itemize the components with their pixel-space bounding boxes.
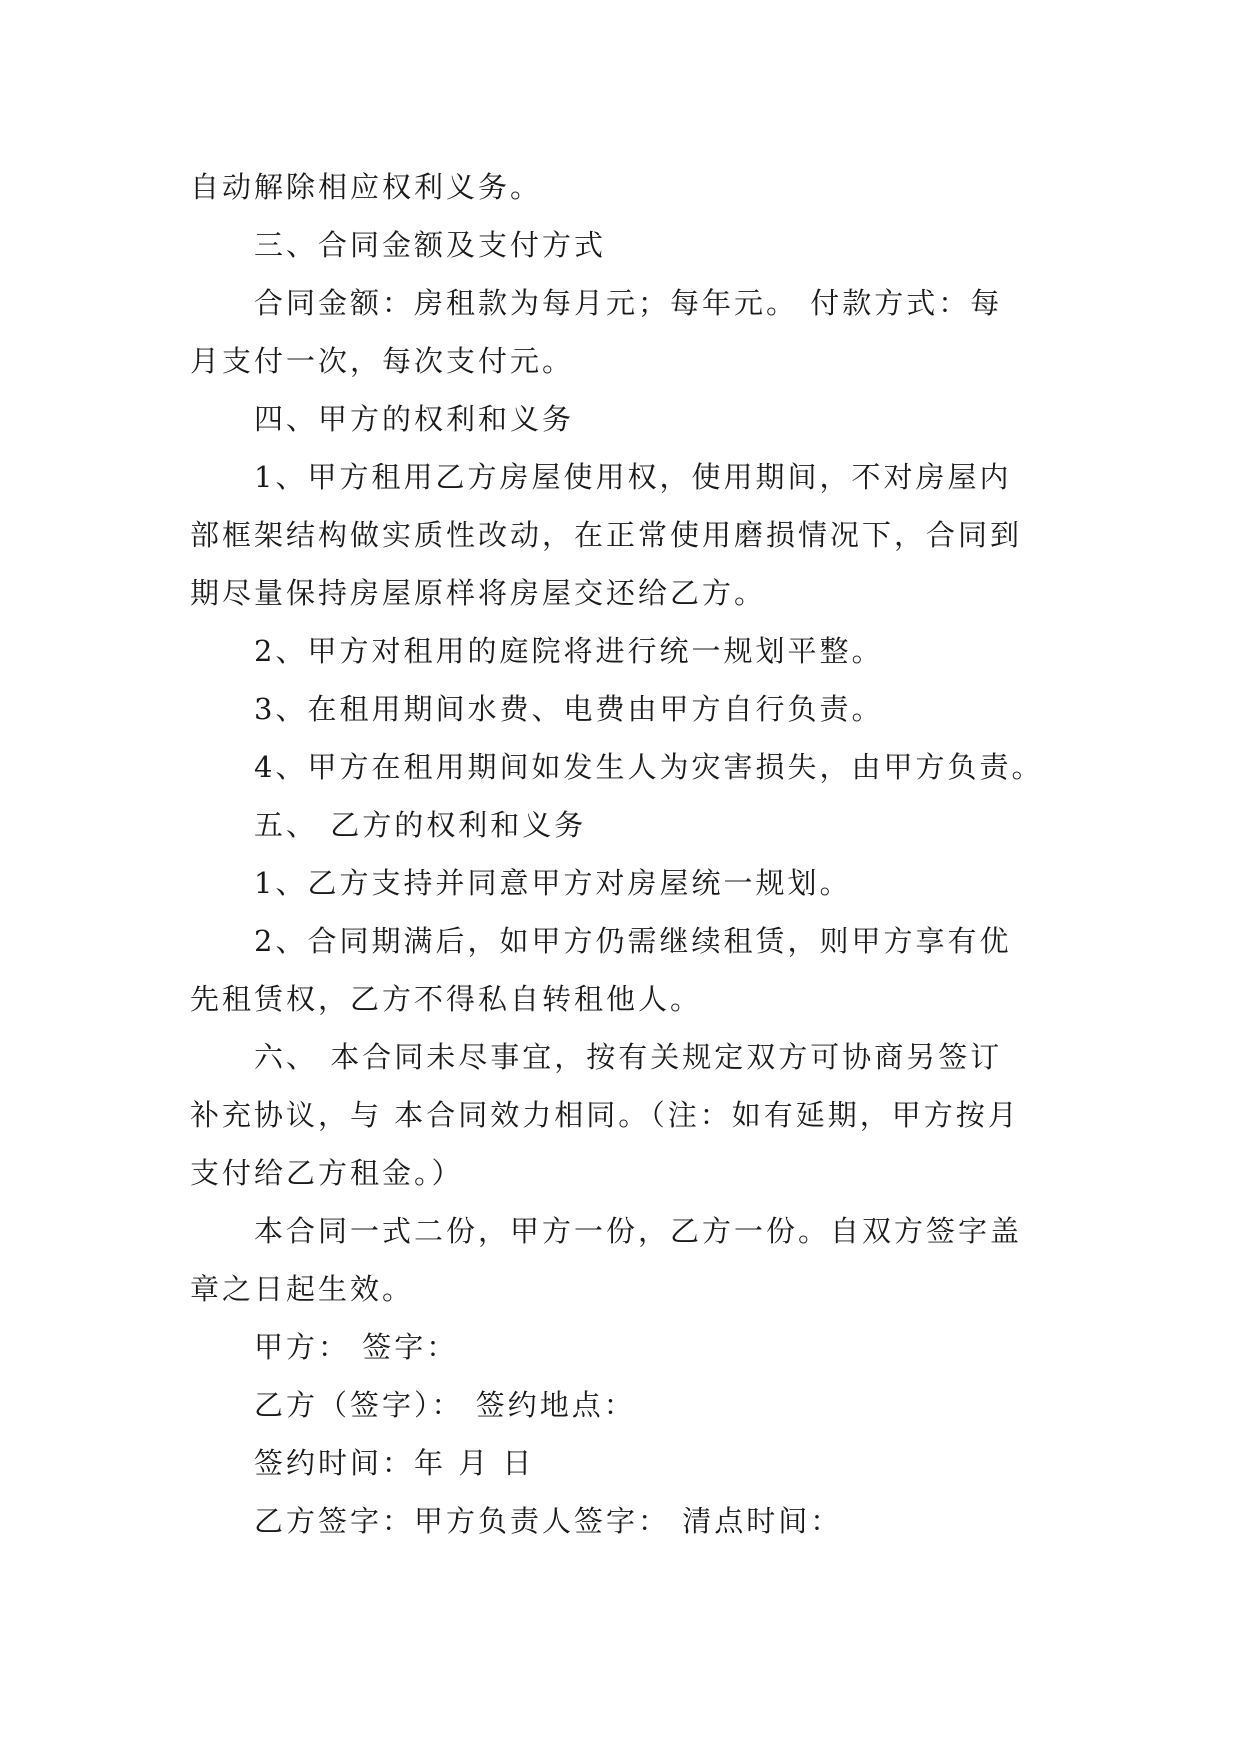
text-line-4: 月支付一次，每次支付元。 xyxy=(190,344,575,378)
signature-party-b: 乙方（签字）： 签约地点： xyxy=(254,1388,636,1422)
inventory-signatures: 乙方签字：甲方负责人签字： 清点时间： xyxy=(254,1504,843,1538)
text-line-6: 1、甲方租用乙方房屋使用权，使用期间，不对房屋内 xyxy=(254,460,1012,494)
text-line-18: 支付给乙方租金。） xyxy=(190,1156,464,1190)
text-line-10: 3、在租用期间水费、电费由甲方自行负责。 xyxy=(254,692,884,726)
text-line-1: 自动解除相应权利义务。 xyxy=(190,170,543,204)
text-line-9: 2、甲方对租用的庭院将进行统一规划平整。 xyxy=(254,634,884,668)
text-line-20: 章之日起生效。 xyxy=(190,1272,415,1306)
text-line-11: 4、甲方在租用期间如发生人为灾害损失，由甲方负责。 xyxy=(254,750,1044,784)
section-heading-4: 四、甲方的权利和义务 xyxy=(254,402,575,436)
text-line-19: 本合同一式二份，甲方一份，乙方一份。自双方签字盖 xyxy=(254,1214,1023,1248)
text-line-13: 1、乙方支持并同意甲方对房屋统一规划。 xyxy=(254,866,852,900)
text-line-7: 部框架结构做实质性改动，在正常使用磨损情况下，合同到 xyxy=(190,518,1023,552)
section-heading-5: 五、 乙方的权利和义务 xyxy=(254,808,587,842)
text-line-14: 2、合同期满后，如甲方仍需继续租赁，则甲方享有优 xyxy=(254,924,1012,958)
section-heading-6: 六、 本合同未尽事宜，按有关规定双方可协商另签订 xyxy=(254,1040,1003,1074)
text-line-8: 期尽量保持房屋原样将房屋交还给乙方。 xyxy=(190,576,767,610)
text-line-15: 先租赁权，乙方不得私自转租他人。 xyxy=(190,982,703,1016)
text-line-17: 补充协议，与 本合同效力相同。（注：如有延期，甲方按月 xyxy=(190,1098,1020,1132)
document-body xyxy=(190,158,1070,1550)
signing-date: 签约时间：年 月 日 xyxy=(254,1446,535,1480)
section-heading-3: 三、合同金额及支付方式 xyxy=(254,228,607,262)
signature-party-a: 甲方： 签字： xyxy=(254,1330,459,1364)
text-line-3: 合同金额：房租款为每月元；每年元。 付款方式：每 xyxy=(254,286,1003,320)
